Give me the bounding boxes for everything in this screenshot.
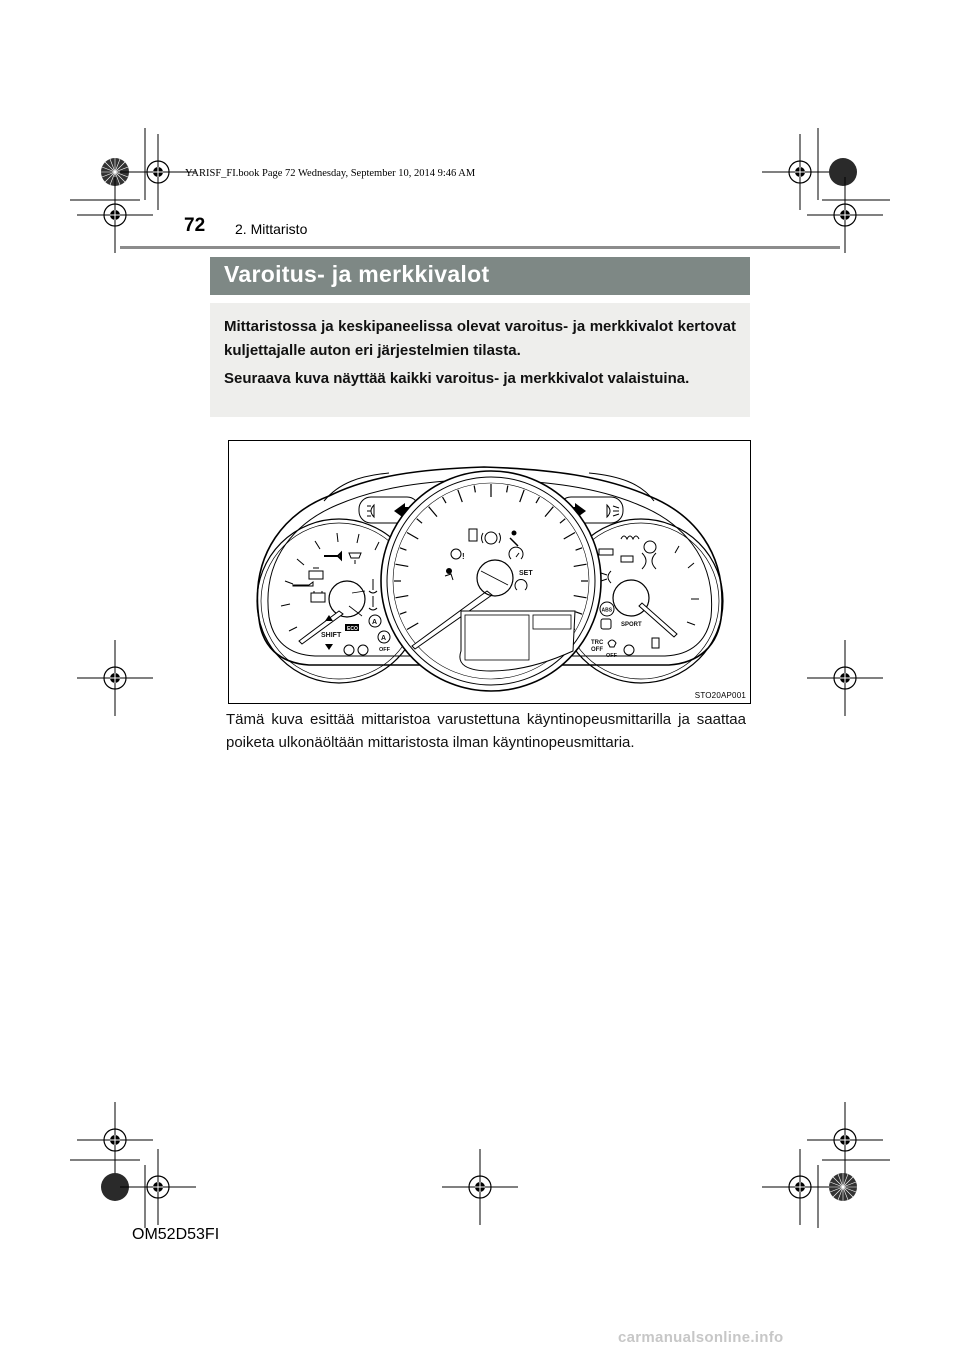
- heading-band: [210, 257, 750, 295]
- rear-fog-icon: [601, 571, 611, 583]
- seatbelt-passenger-icon: [599, 549, 613, 555]
- intro-paragraph-1: Mittaristossa ja keskipaneelissa olevat varoitus- ja merkkivalot kertovat kuljettajalle auton eri järjestelmien tilasta.: [224, 318, 736, 359]
- coolant-temp-low-icon: [369, 596, 377, 610]
- eco-label: ECO: [347, 626, 358, 632]
- low-fuel-level-icon: [621, 556, 633, 562]
- indicator-lamp-2: [358, 645, 368, 655]
- header-divider: [120, 246, 840, 249]
- page-number: 72: [184, 215, 206, 236]
- fog-light-icon: [607, 505, 619, 517]
- shift-label: SHIFT: [321, 632, 342, 639]
- figure-caption: Tämä kuva esittää mittaristoa varustettuna käyntinopeusmittarilla ja saattaa poiketa ulkonäöltään mittaristosta ilman käyntinopeusmittaria.: [226, 711, 746, 751]
- master-warning-icon: [644, 541, 656, 553]
- left-gauge-hub: [329, 581, 365, 617]
- vsc-off-icon: [608, 640, 616, 647]
- battery-icon: [311, 591, 325, 602]
- stop-start-off-letter: A: [381, 635, 387, 642]
- maintenance-wrench-icon: [324, 553, 341, 559]
- section-title: 2. Mittaristo: [235, 221, 308, 237]
- indicator-lamp-1: [344, 645, 354, 655]
- left-gauge-needle: [299, 611, 343, 644]
- instrument-cluster-drawing: [229, 441, 750, 703]
- document-code: OM52D53FI: [132, 1226, 220, 1243]
- indicator-lamp-3: [624, 645, 634, 655]
- fuel-pump-icon: [652, 638, 659, 648]
- figure-code: STO20AP001: [694, 691, 746, 700]
- coolant-temp-high-icon: [369, 579, 377, 593]
- book-info-stamp: YARISF_FI.book Page 72 Wednesday, September 10, 2014 9:46 AM: [185, 168, 476, 179]
- engine-check-icon: [309, 568, 323, 579]
- trc-off-label: OFF: [591, 647, 603, 653]
- cruise-set-label: SET: [519, 570, 533, 577]
- trc-label: TRC: [591, 640, 604, 646]
- stop-start-off-label: OFF: [379, 647, 390, 653]
- site-watermark: carmanualsonline.info: [618, 1329, 784, 1346]
- abs-label: ABS: [601, 607, 613, 614]
- glow-plug-icon: [621, 536, 639, 539]
- intro-paragraph-2: Seuraava kuva näyttää kaikki varoitus- ja merkkivalot valaistuina.: [224, 370, 690, 387]
- svg-text:!: !: [462, 552, 465, 561]
- oil-pressure-icon: [293, 582, 313, 586]
- vsc-icon: [601, 619, 611, 629]
- tire-pressure-icon: [642, 553, 656, 569]
- page-heading: Varoitus- ja merkkivalot: [224, 261, 490, 287]
- stop-start-label: A: [372, 619, 378, 626]
- washer-fluid-icon: [349, 553, 361, 564]
- shift-down-icon: [325, 644, 333, 650]
- sport-label: SPORT: [621, 622, 642, 628]
- instrument-cluster-figure: [228, 440, 751, 704]
- intro-box: [210, 303, 750, 417]
- high-beam-icon: [367, 505, 374, 517]
- vsc-off-label: OFF: [606, 653, 617, 659]
- right-gauge-needle: [639, 603, 677, 637]
